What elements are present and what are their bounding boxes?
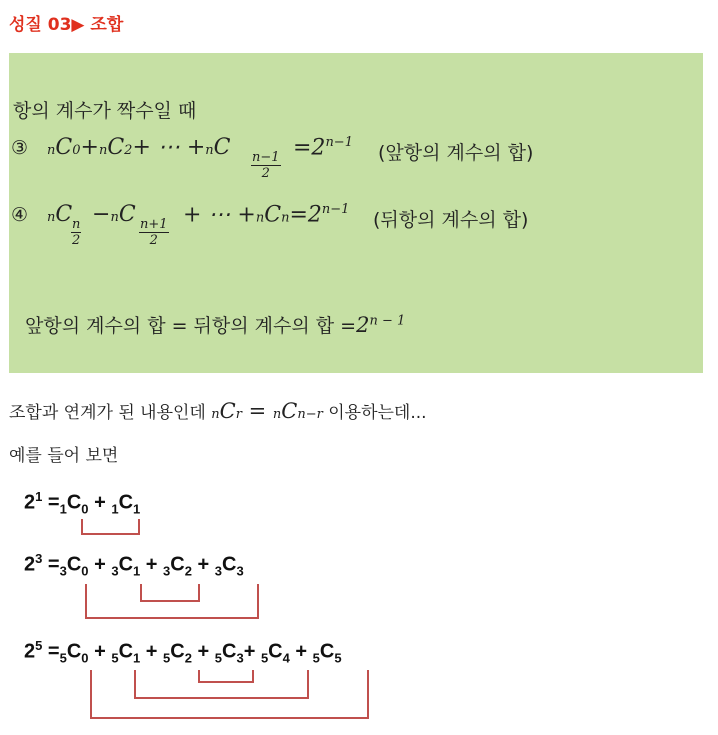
example-3: $2^5 =_5C_0 + _5C_1 + _5C_2 + _5C_3+ _5C_4 + _5C_5$ [24,638,342,666]
row4-result: + ⋯ $+nCn=2^{n-1}$ [183,202,350,228]
row4-formula-b: −nC [92,202,136,227]
row4-marker: ④ [11,204,29,226]
row3-marker: ③ [11,137,29,159]
body-line2: 예를 들어 보면 [9,446,119,466]
row3-fraction: $\frac{n-1}{2}$ [252,150,280,181]
line1-prefix: 조합과 연계가 된 내용인데 [9,403,206,423]
row3-result: $=2^{n-1}$ [293,135,353,161]
summary-power: 2 [356,313,370,337]
row4-fraction-b: $\frac{n+1}{2}$ [140,217,168,248]
bracket-ex3-inner [199,670,253,682]
row4-fraction-a: $\frac{n}{2}$ [72,217,81,248]
bracket-ex2-inner [141,584,199,601]
summary-exponent: n − 1 [369,313,406,329]
bracket-ex1 [82,519,139,534]
row3-suffix: (앞항의 계수의 합) [378,142,534,164]
summary-text: 앞항의 계수의 합 = 뒤항의 계수의 합 = [25,315,357,337]
page-title: 성질 03▶ 조합 [9,15,124,35]
bracket-ex3-outer [91,670,368,718]
bracket-ex3-middle [135,670,308,698]
row4-suffix: (뒤항의 계수의 합) [373,209,529,231]
box-heading: 항의 계수가 짝수일 때 [13,100,197,122]
row3-formula: nC0+nC2+ ⋯ +nC [47,135,231,160]
example-2: $2^3 =_3C_0 + _3C_1 + _3C_2 + _3C_3$ [24,551,244,579]
row4-formula-a: nC [47,202,73,227]
example-1: $2^1 =_1C_0 + _1C_1$ [24,489,141,517]
line1-formula: nCr = nCn−r [211,399,323,423]
line1-suffix: 이용하는데... [328,403,427,423]
